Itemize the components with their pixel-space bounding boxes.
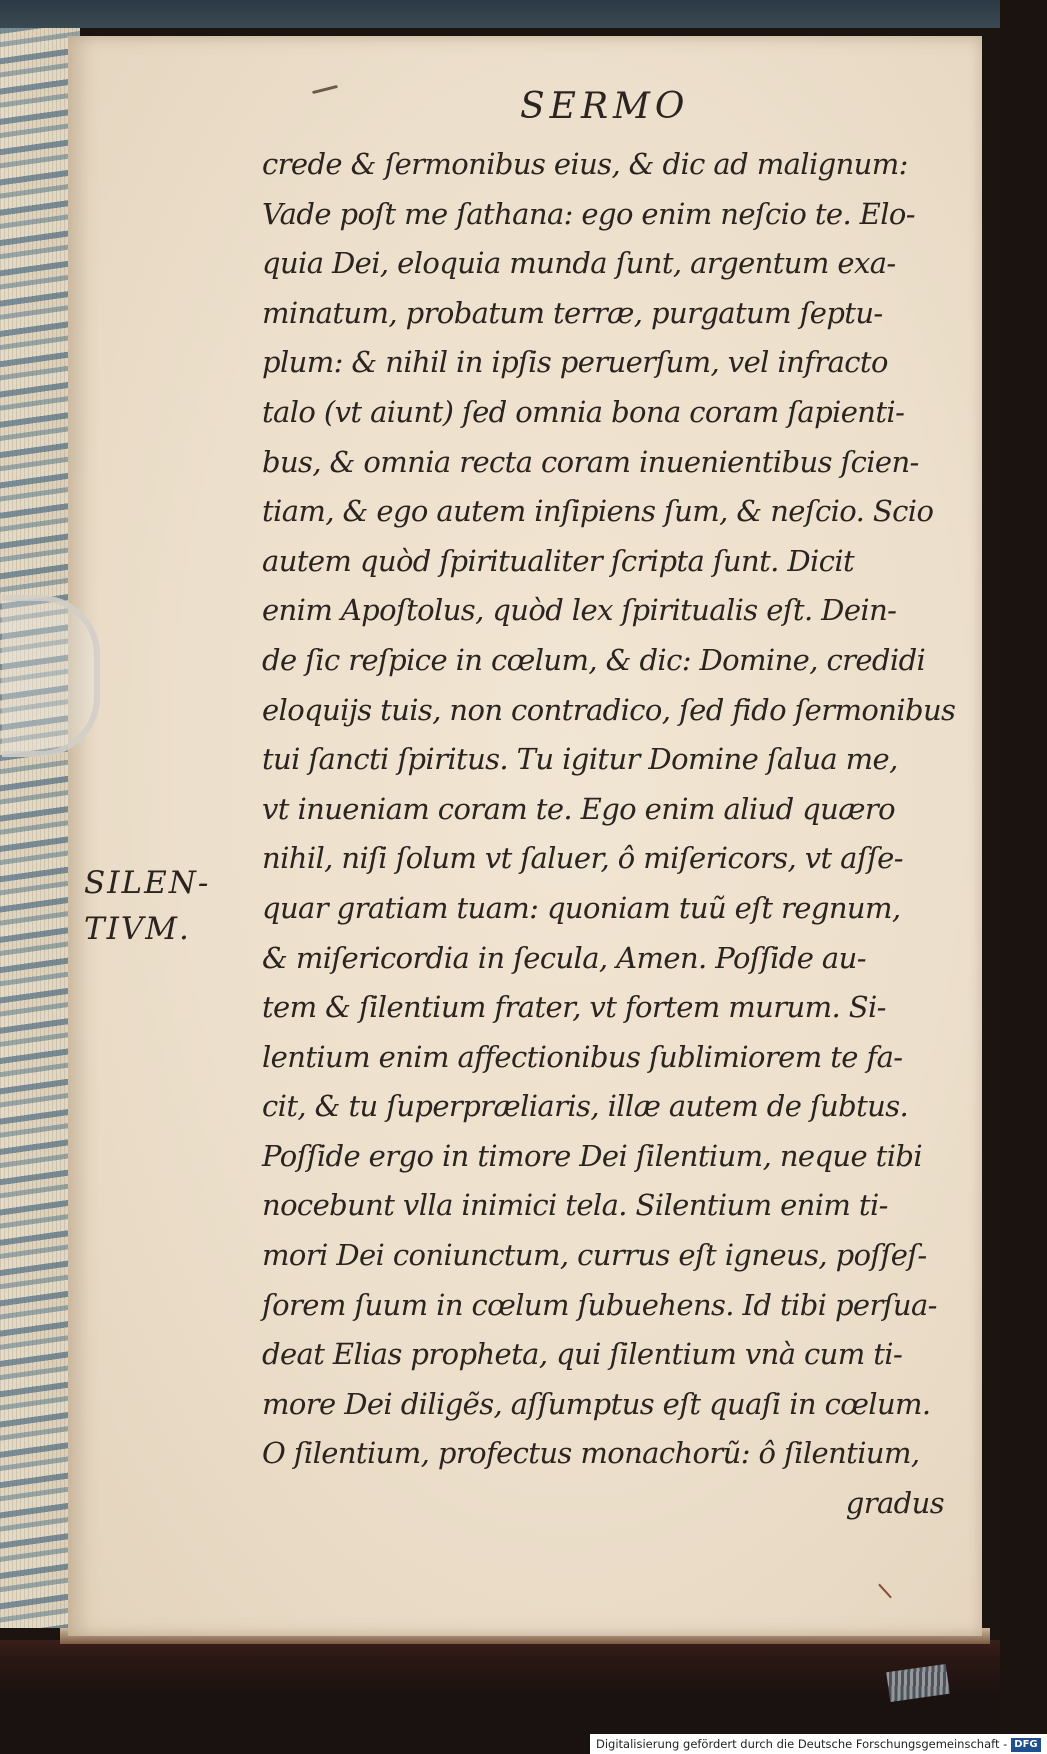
text-line: nihil, niſi ſolum vt ſaluer, ô miſericors, vt aſſe- bbox=[262, 841, 903, 876]
text-line: Poſſide ergo in timore Dei ſilentium, neque tibi bbox=[262, 1138, 923, 1173]
text-line: autem quòd ſpiritualiter ſcripta ſunt. Dicit bbox=[262, 543, 855, 578]
text-line: O ſilentium, profectus monachorũ: ô ſilentium, bbox=[262, 1436, 920, 1471]
text-line: enim Apoſtolus, quòd lex ſpiritualis eſt. Dein- bbox=[262, 593, 897, 628]
text-line: quar gratiam tuam: quoniam tuũ eſt regnum, bbox=[262, 890, 901, 925]
text-line: ſorem ſuum in cœlum ſubuehens. Id tibi perſua- bbox=[262, 1287, 937, 1322]
text-line: & miſericordia in ſecula, Amen. Poſſide au- bbox=[262, 940, 866, 975]
text-line: cit, & tu ſuperpræliaris, illæ autem de ſubtus. bbox=[262, 1089, 909, 1124]
text-line: talo (vt aiunt) ſed omnia bona coram ſapienti- bbox=[262, 394, 905, 429]
text-line: crede & ſermonibus eius, & dic ad malignum: bbox=[262, 147, 908, 181]
text-line: tui ſancti ſpiritus. Tu igitur Domine ſalua me, bbox=[262, 742, 898, 777]
catchword: gradus bbox=[845, 1486, 944, 1521]
text-line: minatum, probatum terræ, purgatum ſeptu- bbox=[262, 295, 883, 330]
body-text bbox=[262, 140, 956, 1529]
top-background bbox=[0, 0, 1000, 28]
text-line: plum: & nihil in ipſis peruerſum, vel infracto bbox=[262, 345, 888, 380]
credit-text: Digitalisierung gefördert durch die Deutsche Forschungsgemeinschaft - bbox=[596, 1737, 1008, 1751]
bookmark-ribbon bbox=[2, 595, 100, 757]
running-head: SERMO bbox=[520, 86, 690, 127]
text-line: vt inueniam coram te. Ego enim aliud quæro bbox=[262, 791, 895, 826]
text-line: tem & ſilentium frater, vt fortem murum. Si- bbox=[262, 990, 886, 1025]
digitization-credit bbox=[590, 1734, 1047, 1754]
text-line: mori Dei coniunctum, currus eſt igneus, poſſeſ- bbox=[262, 1238, 927, 1273]
text-line: more Dei diligẽs, aſſumptus eſt quaſi in cœlum. bbox=[262, 1386, 931, 1421]
text-line: lentium enim affectionibus ſublimiorem te fa- bbox=[262, 1039, 903, 1074]
text-line: eloquijs tuis, non contradico, ſed fido ſermonibus bbox=[262, 692, 956, 727]
text-line: de ſic reſpice in cœlum, & dic: Domine, credidi bbox=[262, 642, 926, 677]
dfg-logo: DFG bbox=[1011, 1738, 1040, 1752]
text-line: quia Dei, eloquia munda ſunt, argentum exa- bbox=[262, 246, 896, 281]
text-line: Vade poſt me ſathana: ego enim neſcio te. Elo- bbox=[262, 196, 915, 231]
text-line: bus, & omnia recta coram inuenientibus ſcien- bbox=[262, 444, 919, 479]
text-line: deat Elias propheta, qui ſilentium vnà cum ti- bbox=[262, 1337, 903, 1372]
marginal-note-line-2: TIVM. bbox=[84, 911, 191, 947]
marginal-note-line-1: SILEN- bbox=[84, 865, 211, 901]
text-line: nocebunt vlla inimici tela. Silentium enim ti- bbox=[262, 1188, 888, 1223]
text-line: tiam, & ego autem inſipiens ſum, & neſcio. Scio bbox=[262, 494, 934, 529]
